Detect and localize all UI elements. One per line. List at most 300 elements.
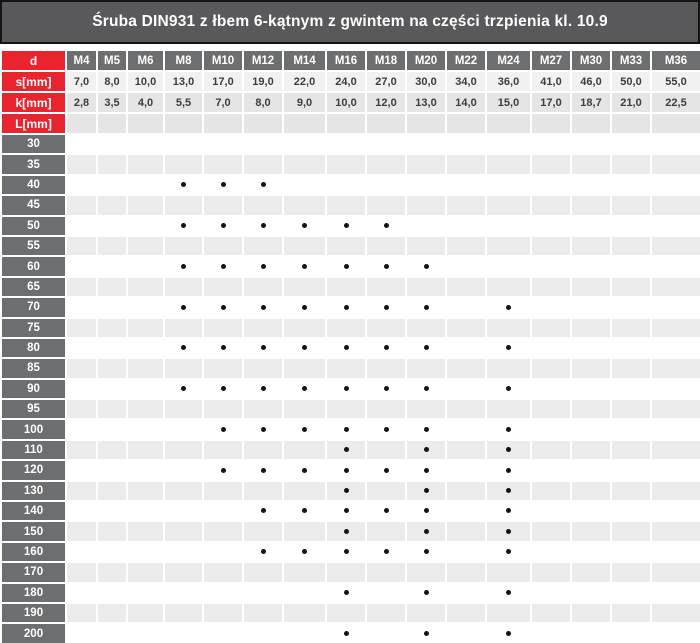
avail-cell-120-m27 bbox=[531, 460, 571, 480]
availability-dot-icon bbox=[424, 345, 429, 350]
avail-cell-160-m22 bbox=[446, 542, 486, 562]
availability-dot-icon bbox=[424, 447, 429, 452]
avail-cell-40-m27 bbox=[531, 175, 571, 195]
avail-cell-45-m8 bbox=[164, 195, 203, 215]
avail-cell-75-m5 bbox=[97, 318, 127, 338]
avail-cell-140-m10 bbox=[203, 501, 243, 521]
avail-cell-80-m24 bbox=[486, 338, 531, 358]
avail-cell-90-m12 bbox=[243, 379, 283, 399]
avail-cell-160-m6 bbox=[127, 542, 164, 562]
avail-cell-55-m16 bbox=[326, 236, 366, 256]
avail-cell-180-m18 bbox=[366, 583, 406, 603]
avail-cell-45-m12 bbox=[243, 195, 283, 215]
availability-dot-icon bbox=[384, 468, 389, 473]
avail-cell-80-m8 bbox=[164, 338, 203, 358]
availability-dot-icon bbox=[181, 223, 186, 228]
l-spacer-m33 bbox=[611, 113, 651, 134]
availability-dot-icon bbox=[261, 182, 266, 187]
avail-cell-160-m24 bbox=[486, 542, 531, 562]
avail-cell-170-m10 bbox=[203, 562, 243, 582]
avail-cell-170-m18 bbox=[366, 562, 406, 582]
avail-cell-110-m18 bbox=[366, 440, 406, 460]
length-row-40 bbox=[1, 175, 700, 195]
avail-cell-35-m24 bbox=[486, 154, 531, 174]
avail-cell-200-m22 bbox=[446, 623, 486, 643]
row-label-s: s[mm] bbox=[1, 71, 66, 92]
avail-cell-95-m33 bbox=[611, 399, 651, 419]
avail-cell-45-m30 bbox=[571, 195, 611, 215]
avail-cell-35-m20 bbox=[406, 154, 446, 174]
length-row-35 bbox=[1, 154, 700, 174]
length-row-55 bbox=[1, 236, 700, 256]
col-header-m33: M33 bbox=[611, 50, 651, 71]
avail-cell-85-m12 bbox=[243, 358, 283, 378]
avail-cell-140-m24 bbox=[486, 501, 531, 521]
availability-dot-icon bbox=[384, 386, 389, 391]
availability-dot-icon bbox=[261, 468, 266, 473]
availability-dot-icon bbox=[181, 345, 186, 350]
avail-cell-95-m5 bbox=[97, 399, 127, 419]
avail-cell-140-m14 bbox=[283, 501, 326, 521]
l-spacer-m10 bbox=[203, 113, 243, 134]
avail-cell-200-m18 bbox=[366, 623, 406, 643]
row-label-160: 160 bbox=[1, 542, 66, 562]
avail-cell-70-m27 bbox=[531, 297, 571, 317]
avail-cell-180-m22 bbox=[446, 583, 486, 603]
avail-cell-140-m12 bbox=[243, 501, 283, 521]
avail-cell-30-m4 bbox=[66, 134, 97, 154]
avail-cell-170-m22 bbox=[446, 562, 486, 582]
avail-cell-130-m16 bbox=[326, 481, 366, 501]
avail-cell-55-m8 bbox=[164, 236, 203, 256]
row-label-30: 30 bbox=[1, 134, 66, 154]
availability-dot-icon bbox=[221, 427, 226, 432]
avail-cell-90-m4 bbox=[66, 379, 97, 399]
avail-cell-80-m36 bbox=[651, 338, 700, 358]
avail-cell-160-m33 bbox=[611, 542, 651, 562]
avail-cell-60-m6 bbox=[127, 256, 164, 276]
avail-cell-70-m10 bbox=[203, 297, 243, 317]
diameter-header-row bbox=[1, 50, 700, 71]
availability-dot-icon bbox=[302, 386, 307, 391]
avail-cell-80-m22 bbox=[446, 338, 486, 358]
avail-cell-45-m24 bbox=[486, 195, 531, 215]
avail-cell-170-m14 bbox=[283, 562, 326, 582]
avail-cell-85-m22 bbox=[446, 358, 486, 378]
avail-cell-180-m16 bbox=[326, 583, 366, 603]
row-label-65: 65 bbox=[1, 277, 66, 297]
avail-cell-160-m27 bbox=[531, 542, 571, 562]
availability-dot-icon bbox=[221, 468, 226, 473]
k-value-m8: 5,5 bbox=[164, 92, 203, 113]
avail-cell-85-m36 bbox=[651, 358, 700, 378]
col-header-m30: M30 bbox=[571, 50, 611, 71]
avail-cell-50-m14 bbox=[283, 216, 326, 236]
avail-cell-80-m27 bbox=[531, 338, 571, 358]
avail-cell-160-m10 bbox=[203, 542, 243, 562]
availability-dot-icon bbox=[302, 549, 307, 554]
l-spacer-m24 bbox=[486, 113, 531, 134]
avail-cell-30-m8 bbox=[164, 134, 203, 154]
avail-cell-35-m4 bbox=[66, 154, 97, 174]
avail-cell-55-m10 bbox=[203, 236, 243, 256]
avail-cell-65-m20 bbox=[406, 277, 446, 297]
avail-cell-110-m20 bbox=[406, 440, 446, 460]
avail-cell-75-m6 bbox=[127, 318, 164, 338]
avail-cell-55-m30 bbox=[571, 236, 611, 256]
avail-cell-70-m18 bbox=[366, 297, 406, 317]
avail-cell-120-m5 bbox=[97, 460, 127, 480]
avail-cell-55-m27 bbox=[531, 236, 571, 256]
avail-cell-80-m20 bbox=[406, 338, 446, 358]
avail-cell-190-m8 bbox=[164, 603, 203, 623]
avail-cell-50-m6 bbox=[127, 216, 164, 236]
availability-dot-icon bbox=[261, 305, 266, 310]
avail-cell-40-m5 bbox=[97, 175, 127, 195]
avail-cell-45-m20 bbox=[406, 195, 446, 215]
length-row-190 bbox=[1, 603, 700, 623]
row-label-80: 80 bbox=[1, 338, 66, 358]
row-label-85: 85 bbox=[1, 358, 66, 378]
avail-cell-100-m24 bbox=[486, 419, 531, 439]
avail-cell-85-m27 bbox=[531, 358, 571, 378]
availability-dot-icon bbox=[181, 182, 186, 187]
avail-cell-50-m10 bbox=[203, 216, 243, 236]
row-label-110: 110 bbox=[1, 440, 66, 460]
avail-cell-130-m22 bbox=[446, 481, 486, 501]
avail-cell-110-m5 bbox=[97, 440, 127, 460]
length-row-60 bbox=[1, 256, 700, 276]
avail-cell-45-m22 bbox=[446, 195, 486, 215]
row-label-40: 40 bbox=[1, 175, 66, 195]
avail-cell-110-m30 bbox=[571, 440, 611, 460]
avail-cell-30-m36 bbox=[651, 134, 700, 154]
avail-cell-75-m18 bbox=[366, 318, 406, 338]
availability-dot-icon bbox=[344, 305, 349, 310]
avail-cell-85-m20 bbox=[406, 358, 446, 378]
avail-cell-40-m24 bbox=[486, 175, 531, 195]
availability-dot-icon bbox=[261, 345, 266, 350]
table-title-bar bbox=[0, 0, 700, 44]
avail-cell-90-m16 bbox=[326, 379, 366, 399]
avail-cell-85-m18 bbox=[366, 358, 406, 378]
avail-cell-190-m5 bbox=[97, 603, 127, 623]
avail-cell-100-m4 bbox=[66, 419, 97, 439]
avail-cell-30-m30 bbox=[571, 134, 611, 154]
avail-cell-75-m4 bbox=[66, 318, 97, 338]
k-value-m30: 18,7 bbox=[571, 92, 611, 113]
availability-dot-icon bbox=[506, 345, 511, 350]
avail-cell-30-m5 bbox=[97, 134, 127, 154]
avail-cell-70-m22 bbox=[446, 297, 486, 317]
avail-cell-80-m6 bbox=[127, 338, 164, 358]
k-value-m10: 7,0 bbox=[203, 92, 243, 113]
avail-cell-150-m12 bbox=[243, 521, 283, 541]
availability-dot-icon bbox=[424, 488, 429, 493]
avail-cell-60-m33 bbox=[611, 256, 651, 276]
avail-cell-85-m33 bbox=[611, 358, 651, 378]
length-row-160 bbox=[1, 542, 700, 562]
k-value-m5: 3,5 bbox=[97, 92, 127, 113]
avail-cell-100-m27 bbox=[531, 419, 571, 439]
availability-dot-icon bbox=[221, 386, 226, 391]
avail-cell-75-m8 bbox=[164, 318, 203, 338]
availability-dot-icon bbox=[302, 427, 307, 432]
avail-cell-40-m10 bbox=[203, 175, 243, 195]
l-spacer-m22 bbox=[446, 113, 486, 134]
avail-cell-150-m20 bbox=[406, 521, 446, 541]
avail-cell-70-m8 bbox=[164, 297, 203, 317]
avail-cell-75-m30 bbox=[571, 318, 611, 338]
row-label-55: 55 bbox=[1, 236, 66, 256]
avail-cell-95-m27 bbox=[531, 399, 571, 419]
k-value-m12: 8,0 bbox=[243, 92, 283, 113]
avail-cell-200-m14 bbox=[283, 623, 326, 643]
avail-cell-170-m20 bbox=[406, 562, 446, 582]
length-section-row bbox=[1, 113, 700, 134]
avail-cell-65-m4 bbox=[66, 277, 97, 297]
avail-cell-85-m24 bbox=[486, 358, 531, 378]
avail-cell-200-m20 bbox=[406, 623, 446, 643]
avail-cell-190-m24 bbox=[486, 603, 531, 623]
avail-cell-35-m33 bbox=[611, 154, 651, 174]
avail-cell-180-m30 bbox=[571, 583, 611, 603]
avail-cell-120-m4 bbox=[66, 460, 97, 480]
avail-cell-40-m20 bbox=[406, 175, 446, 195]
avail-cell-60-m20 bbox=[406, 256, 446, 276]
availability-dot-icon bbox=[506, 447, 511, 452]
availability-dot-icon bbox=[506, 386, 511, 391]
avail-cell-150-m8 bbox=[164, 521, 203, 541]
avail-cell-120-m20 bbox=[406, 460, 446, 480]
avail-cell-180-m12 bbox=[243, 583, 283, 603]
avail-cell-90-m27 bbox=[531, 379, 571, 399]
avail-cell-45-m10 bbox=[203, 195, 243, 215]
avail-cell-60-m14 bbox=[283, 256, 326, 276]
avail-cell-140-m6 bbox=[127, 501, 164, 521]
avail-cell-170-m8 bbox=[164, 562, 203, 582]
availability-dot-icon bbox=[181, 305, 186, 310]
avail-cell-180-m20 bbox=[406, 583, 446, 603]
avail-cell-45-m6 bbox=[127, 195, 164, 215]
avail-cell-140-m4 bbox=[66, 501, 97, 521]
availability-dot-icon bbox=[344, 508, 349, 513]
avail-cell-80-m14 bbox=[283, 338, 326, 358]
availability-dot-icon bbox=[344, 590, 349, 595]
s-value-m12: 19,0 bbox=[243, 71, 283, 92]
avail-cell-50-m18 bbox=[366, 216, 406, 236]
avail-cell-65-m16 bbox=[326, 277, 366, 297]
availability-dot-icon bbox=[344, 488, 349, 493]
length-row-150 bbox=[1, 521, 700, 541]
availability-dot-icon bbox=[344, 447, 349, 452]
avail-cell-95-m6 bbox=[127, 399, 164, 419]
row-label-90: 90 bbox=[1, 379, 66, 399]
avail-cell-55-m20 bbox=[406, 236, 446, 256]
row-label-60: 60 bbox=[1, 256, 66, 276]
avail-cell-95-m36 bbox=[651, 399, 700, 419]
avail-cell-40-m33 bbox=[611, 175, 651, 195]
avail-cell-45-m16 bbox=[326, 195, 366, 215]
avail-cell-140-m5 bbox=[97, 501, 127, 521]
avail-cell-75-m22 bbox=[446, 318, 486, 338]
avail-cell-50-m20 bbox=[406, 216, 446, 236]
avail-cell-180-m27 bbox=[531, 583, 571, 603]
availability-dot-icon bbox=[302, 345, 307, 350]
avail-cell-70-m16 bbox=[326, 297, 366, 317]
avail-cell-100-m33 bbox=[611, 419, 651, 439]
avail-cell-85-m6 bbox=[127, 358, 164, 378]
length-row-90 bbox=[1, 379, 700, 399]
avail-cell-65-m10 bbox=[203, 277, 243, 297]
availability-dot-icon bbox=[221, 182, 226, 187]
avail-cell-160-m8 bbox=[164, 542, 203, 562]
avail-cell-70-m12 bbox=[243, 297, 283, 317]
avail-cell-180-m5 bbox=[97, 583, 127, 603]
avail-cell-50-m16 bbox=[326, 216, 366, 236]
avail-cell-180-m4 bbox=[66, 583, 97, 603]
avail-cell-80-m12 bbox=[243, 338, 283, 358]
avail-cell-40-m14 bbox=[283, 175, 326, 195]
availability-dot-icon bbox=[424, 427, 429, 432]
availability-dot-icon bbox=[261, 508, 266, 513]
avail-cell-75-m33 bbox=[611, 318, 651, 338]
k-dimension-row bbox=[1, 92, 700, 113]
row-label-45: 45 bbox=[1, 195, 66, 215]
avail-cell-85-m16 bbox=[326, 358, 366, 378]
avail-cell-95-m8 bbox=[164, 399, 203, 419]
avail-cell-80-m5 bbox=[97, 338, 127, 358]
availability-dot-icon bbox=[221, 264, 226, 269]
avail-cell-35-m36 bbox=[651, 154, 700, 174]
avail-cell-100-m36 bbox=[651, 419, 700, 439]
avail-cell-90-m30 bbox=[571, 379, 611, 399]
avail-cell-60-m4 bbox=[66, 256, 97, 276]
avail-cell-65-m5 bbox=[97, 277, 127, 297]
s-value-m8: 13,0 bbox=[164, 71, 203, 92]
k-value-m4: 2,8 bbox=[66, 92, 97, 113]
avail-cell-80-m30 bbox=[571, 338, 611, 358]
availability-dot-icon bbox=[344, 631, 349, 636]
availability-dot-icon bbox=[506, 631, 511, 636]
avail-cell-50-m36 bbox=[651, 216, 700, 236]
avail-cell-70-m33 bbox=[611, 297, 651, 317]
avail-cell-60-m10 bbox=[203, 256, 243, 276]
avail-cell-40-m36 bbox=[651, 175, 700, 195]
avail-cell-200-m36 bbox=[651, 623, 700, 643]
avail-cell-70-m4 bbox=[66, 297, 97, 317]
avail-cell-140-m22 bbox=[446, 501, 486, 521]
avail-cell-90-m14 bbox=[283, 379, 326, 399]
length-row-100 bbox=[1, 419, 700, 439]
avail-cell-45-m14 bbox=[283, 195, 326, 215]
avail-cell-170-m33 bbox=[611, 562, 651, 582]
avail-cell-95-m20 bbox=[406, 399, 446, 419]
row-label-150: 150 bbox=[1, 521, 66, 541]
avail-cell-35-m5 bbox=[97, 154, 127, 174]
avail-cell-35-m12 bbox=[243, 154, 283, 174]
avail-cell-30-m33 bbox=[611, 134, 651, 154]
availability-dot-icon bbox=[261, 386, 266, 391]
availability-dot-icon bbox=[506, 305, 511, 310]
avail-cell-130-m36 bbox=[651, 481, 700, 501]
avail-cell-65-m12 bbox=[243, 277, 283, 297]
availability-dot-icon bbox=[221, 223, 226, 228]
avail-cell-160-m18 bbox=[366, 542, 406, 562]
avail-cell-35-m8 bbox=[164, 154, 203, 174]
avail-cell-45-m5 bbox=[97, 195, 127, 215]
k-value-m20: 13,0 bbox=[406, 92, 446, 113]
avail-cell-100-m30 bbox=[571, 419, 611, 439]
avail-cell-60-m30 bbox=[571, 256, 611, 276]
availability-dot-icon bbox=[344, 427, 349, 432]
k-value-m36: 22,5 bbox=[651, 92, 700, 113]
avail-cell-170-m5 bbox=[97, 562, 127, 582]
length-row-120 bbox=[1, 460, 700, 480]
availability-dot-icon bbox=[506, 590, 511, 595]
avail-cell-35-m30 bbox=[571, 154, 611, 174]
availability-dot-icon bbox=[221, 345, 226, 350]
avail-cell-50-m4 bbox=[66, 216, 97, 236]
avail-cell-95-m16 bbox=[326, 399, 366, 419]
avail-cell-60-m12 bbox=[243, 256, 283, 276]
avail-cell-200-m30 bbox=[571, 623, 611, 643]
l-spacer-m5 bbox=[97, 113, 127, 134]
k-value-m18: 12,0 bbox=[366, 92, 406, 113]
avail-cell-150-m14 bbox=[283, 521, 326, 541]
avail-cell-30-m12 bbox=[243, 134, 283, 154]
avail-cell-60-m22 bbox=[446, 256, 486, 276]
l-spacer-m18 bbox=[366, 113, 406, 134]
row-label-180: 180 bbox=[1, 583, 66, 603]
l-spacer-m14 bbox=[283, 113, 326, 134]
avail-cell-30-m18 bbox=[366, 134, 406, 154]
avail-cell-150-m30 bbox=[571, 521, 611, 541]
avail-cell-190-m6 bbox=[127, 603, 164, 623]
avail-cell-65-m14 bbox=[283, 277, 326, 297]
avail-cell-95-m14 bbox=[283, 399, 326, 419]
col-header-m24: M24 bbox=[486, 50, 531, 71]
l-spacer-m16 bbox=[326, 113, 366, 134]
row-label-200: 200 bbox=[1, 623, 66, 643]
avail-cell-85-m5 bbox=[97, 358, 127, 378]
avail-cell-75-m16 bbox=[326, 318, 366, 338]
avail-cell-100-m8 bbox=[164, 419, 203, 439]
availability-dot-icon bbox=[181, 386, 186, 391]
availability-dot-icon bbox=[384, 223, 389, 228]
avail-cell-50-m33 bbox=[611, 216, 651, 236]
avail-cell-190-m27 bbox=[531, 603, 571, 623]
col-header-m6: M6 bbox=[127, 50, 164, 71]
avail-cell-30-m10 bbox=[203, 134, 243, 154]
length-row-200 bbox=[1, 623, 700, 643]
avail-cell-95-m4 bbox=[66, 399, 97, 419]
avail-cell-60-m8 bbox=[164, 256, 203, 276]
avail-cell-170-m12 bbox=[243, 562, 283, 582]
avail-cell-80-m4 bbox=[66, 338, 97, 358]
avail-cell-100-m10 bbox=[203, 419, 243, 439]
avail-cell-35-m14 bbox=[283, 154, 326, 174]
avail-cell-100-m14 bbox=[283, 419, 326, 439]
avail-cell-40-m8 bbox=[164, 175, 203, 195]
l-spacer-m27 bbox=[531, 113, 571, 134]
avail-cell-200-m4 bbox=[66, 623, 97, 643]
s-value-m16: 24,0 bbox=[326, 71, 366, 92]
k-value-m27: 17,0 bbox=[531, 92, 571, 113]
availability-dot-icon bbox=[424, 549, 429, 554]
avail-cell-190-m20 bbox=[406, 603, 446, 623]
availability-dot-icon bbox=[261, 427, 266, 432]
